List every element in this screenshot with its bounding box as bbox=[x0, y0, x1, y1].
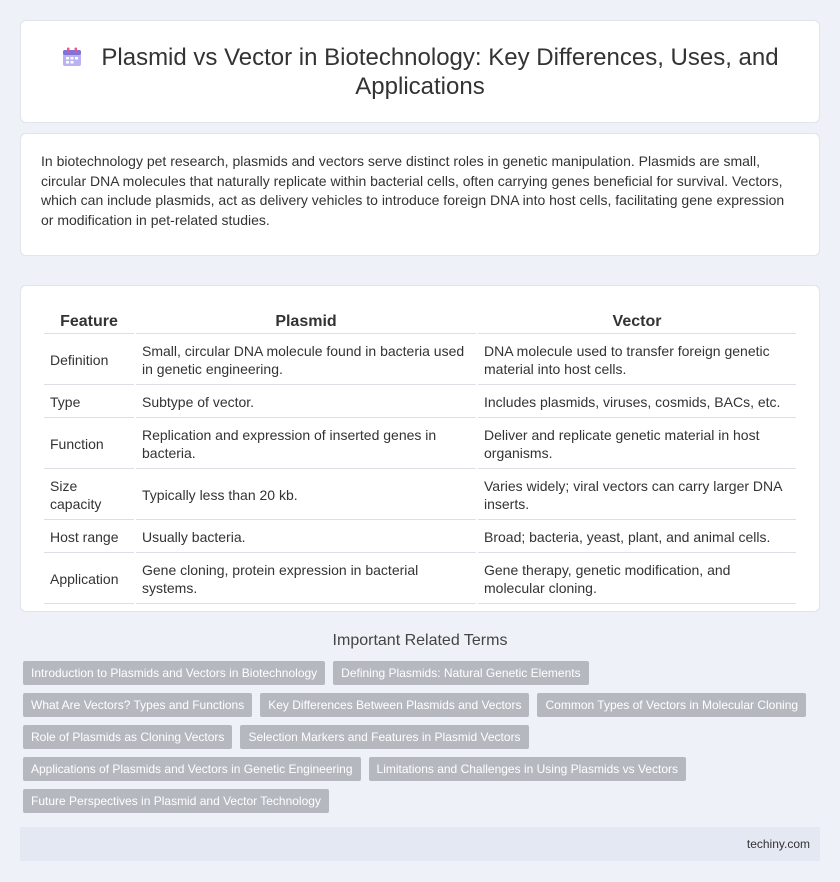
row-vector-cell: Gene therapy, genetic modification, and molecular cloning. bbox=[478, 555, 796, 604]
header-card bbox=[20, 20, 820, 123]
related-tag[interactable]: Defining Plasmids: Natural Genetic Elements bbox=[333, 661, 588, 685]
row-feature-cell: Type bbox=[44, 387, 134, 418]
row-plasmid-cell: Replication and expression of inserted genes in bacteria. bbox=[136, 420, 476, 469]
row-feature-cell: Host range bbox=[44, 522, 134, 553]
header-plasmid: Plasmid bbox=[136, 309, 476, 334]
row-plasmid-cell: Subtype of vector. bbox=[136, 387, 476, 418]
footer-site-link[interactable]: techiny.com bbox=[746, 837, 810, 851]
related-tag[interactable]: Introduction to Plasmids and Vectors in Biotechnology bbox=[23, 661, 325, 685]
comparison-table-card bbox=[20, 285, 820, 612]
row-feature-cell: Application bbox=[44, 555, 134, 604]
row-plasmid-cell: Gene cloning, protein expression in bacterial systems. bbox=[136, 555, 476, 604]
table-row bbox=[44, 387, 796, 418]
related-tag[interactable]: Key Differences Between Plasmids and Vectors bbox=[260, 693, 529, 717]
row-vector-cell: Varies widely; viral vectors can carry larger DNA inserts. bbox=[478, 471, 796, 520]
header-feature: Feature bbox=[44, 309, 134, 334]
row-vector-cell: Broad; bacteria, yeast, plant, and animal cells. bbox=[478, 522, 796, 553]
related-tag[interactable]: Selection Markers and Features in Plasmid Vectors bbox=[240, 725, 528, 749]
footer bbox=[20, 827, 820, 861]
comparison-table bbox=[42, 307, 798, 606]
row-plasmid-cell: Small, circular DNA molecule found in bacteria used in genetic engineering. bbox=[136, 336, 476, 385]
page-title-text: Plasmid vs Vector in Biotechnology: Key Differences, Uses, and Applications bbox=[101, 43, 779, 100]
table-row bbox=[44, 522, 796, 553]
row-plasmid-cell: Typically less than 20 kb. bbox=[136, 471, 476, 520]
related-terms-tags bbox=[0, 661, 840, 813]
related-tag[interactable]: Role of Plasmids as Cloning Vectors bbox=[23, 725, 232, 749]
calendar-icon bbox=[61, 46, 83, 68]
row-vector-cell: Includes plasmids, viruses, cosmids, BACs, etc. bbox=[478, 387, 796, 418]
related-terms-title: Important Related Terms bbox=[332, 632, 508, 649]
intro-paragraph: In biotechnology pet research, plasmids and vectors serve distinct roles in genetic manipulation. Plasmids are small, circular DNA molecules that naturally replicate within bacterial cells, often carrying genes beneficial for survival. Vectors, which can include plasmids, act as delivery vehicles to introduce foreign DNA into host cells, facilitating gene expression or modification in pet-related studies. bbox=[41, 153, 785, 228]
row-feature-cell: Function bbox=[44, 420, 134, 469]
table-row bbox=[44, 555, 796, 604]
related-tag[interactable]: Applications of Plasmids and Vectors in Genetic Engineering bbox=[23, 757, 361, 781]
related-tag[interactable]: Limitations and Challenges in Using Plasmids vs Vectors bbox=[369, 757, 686, 781]
row-feature-cell: Definition bbox=[44, 336, 134, 385]
table-header-row bbox=[44, 309, 796, 334]
row-plasmid-cell: Usually bacteria. bbox=[136, 522, 476, 553]
table-row bbox=[44, 336, 796, 385]
related-tag[interactable]: Future Perspectives in Plasmid and Vector Technology bbox=[23, 789, 329, 813]
table-row bbox=[44, 420, 796, 469]
row-vector-cell: DNA molecule used to transfer foreign genetic material into host cells. bbox=[478, 336, 796, 385]
table-row bbox=[44, 471, 796, 520]
related-tag[interactable]: What Are Vectors? Types and Functions bbox=[23, 693, 252, 717]
related-tag[interactable]: Common Types of Vectors in Molecular Cloning bbox=[537, 693, 806, 717]
related-terms-section bbox=[0, 632, 840, 813]
page-title bbox=[61, 43, 779, 101]
row-vector-cell: Deliver and replicate genetic material in host organisms. bbox=[478, 420, 796, 469]
intro-card bbox=[20, 133, 820, 256]
header-vector: Vector bbox=[478, 309, 796, 334]
row-feature-cell: Size capacity bbox=[44, 471, 134, 520]
